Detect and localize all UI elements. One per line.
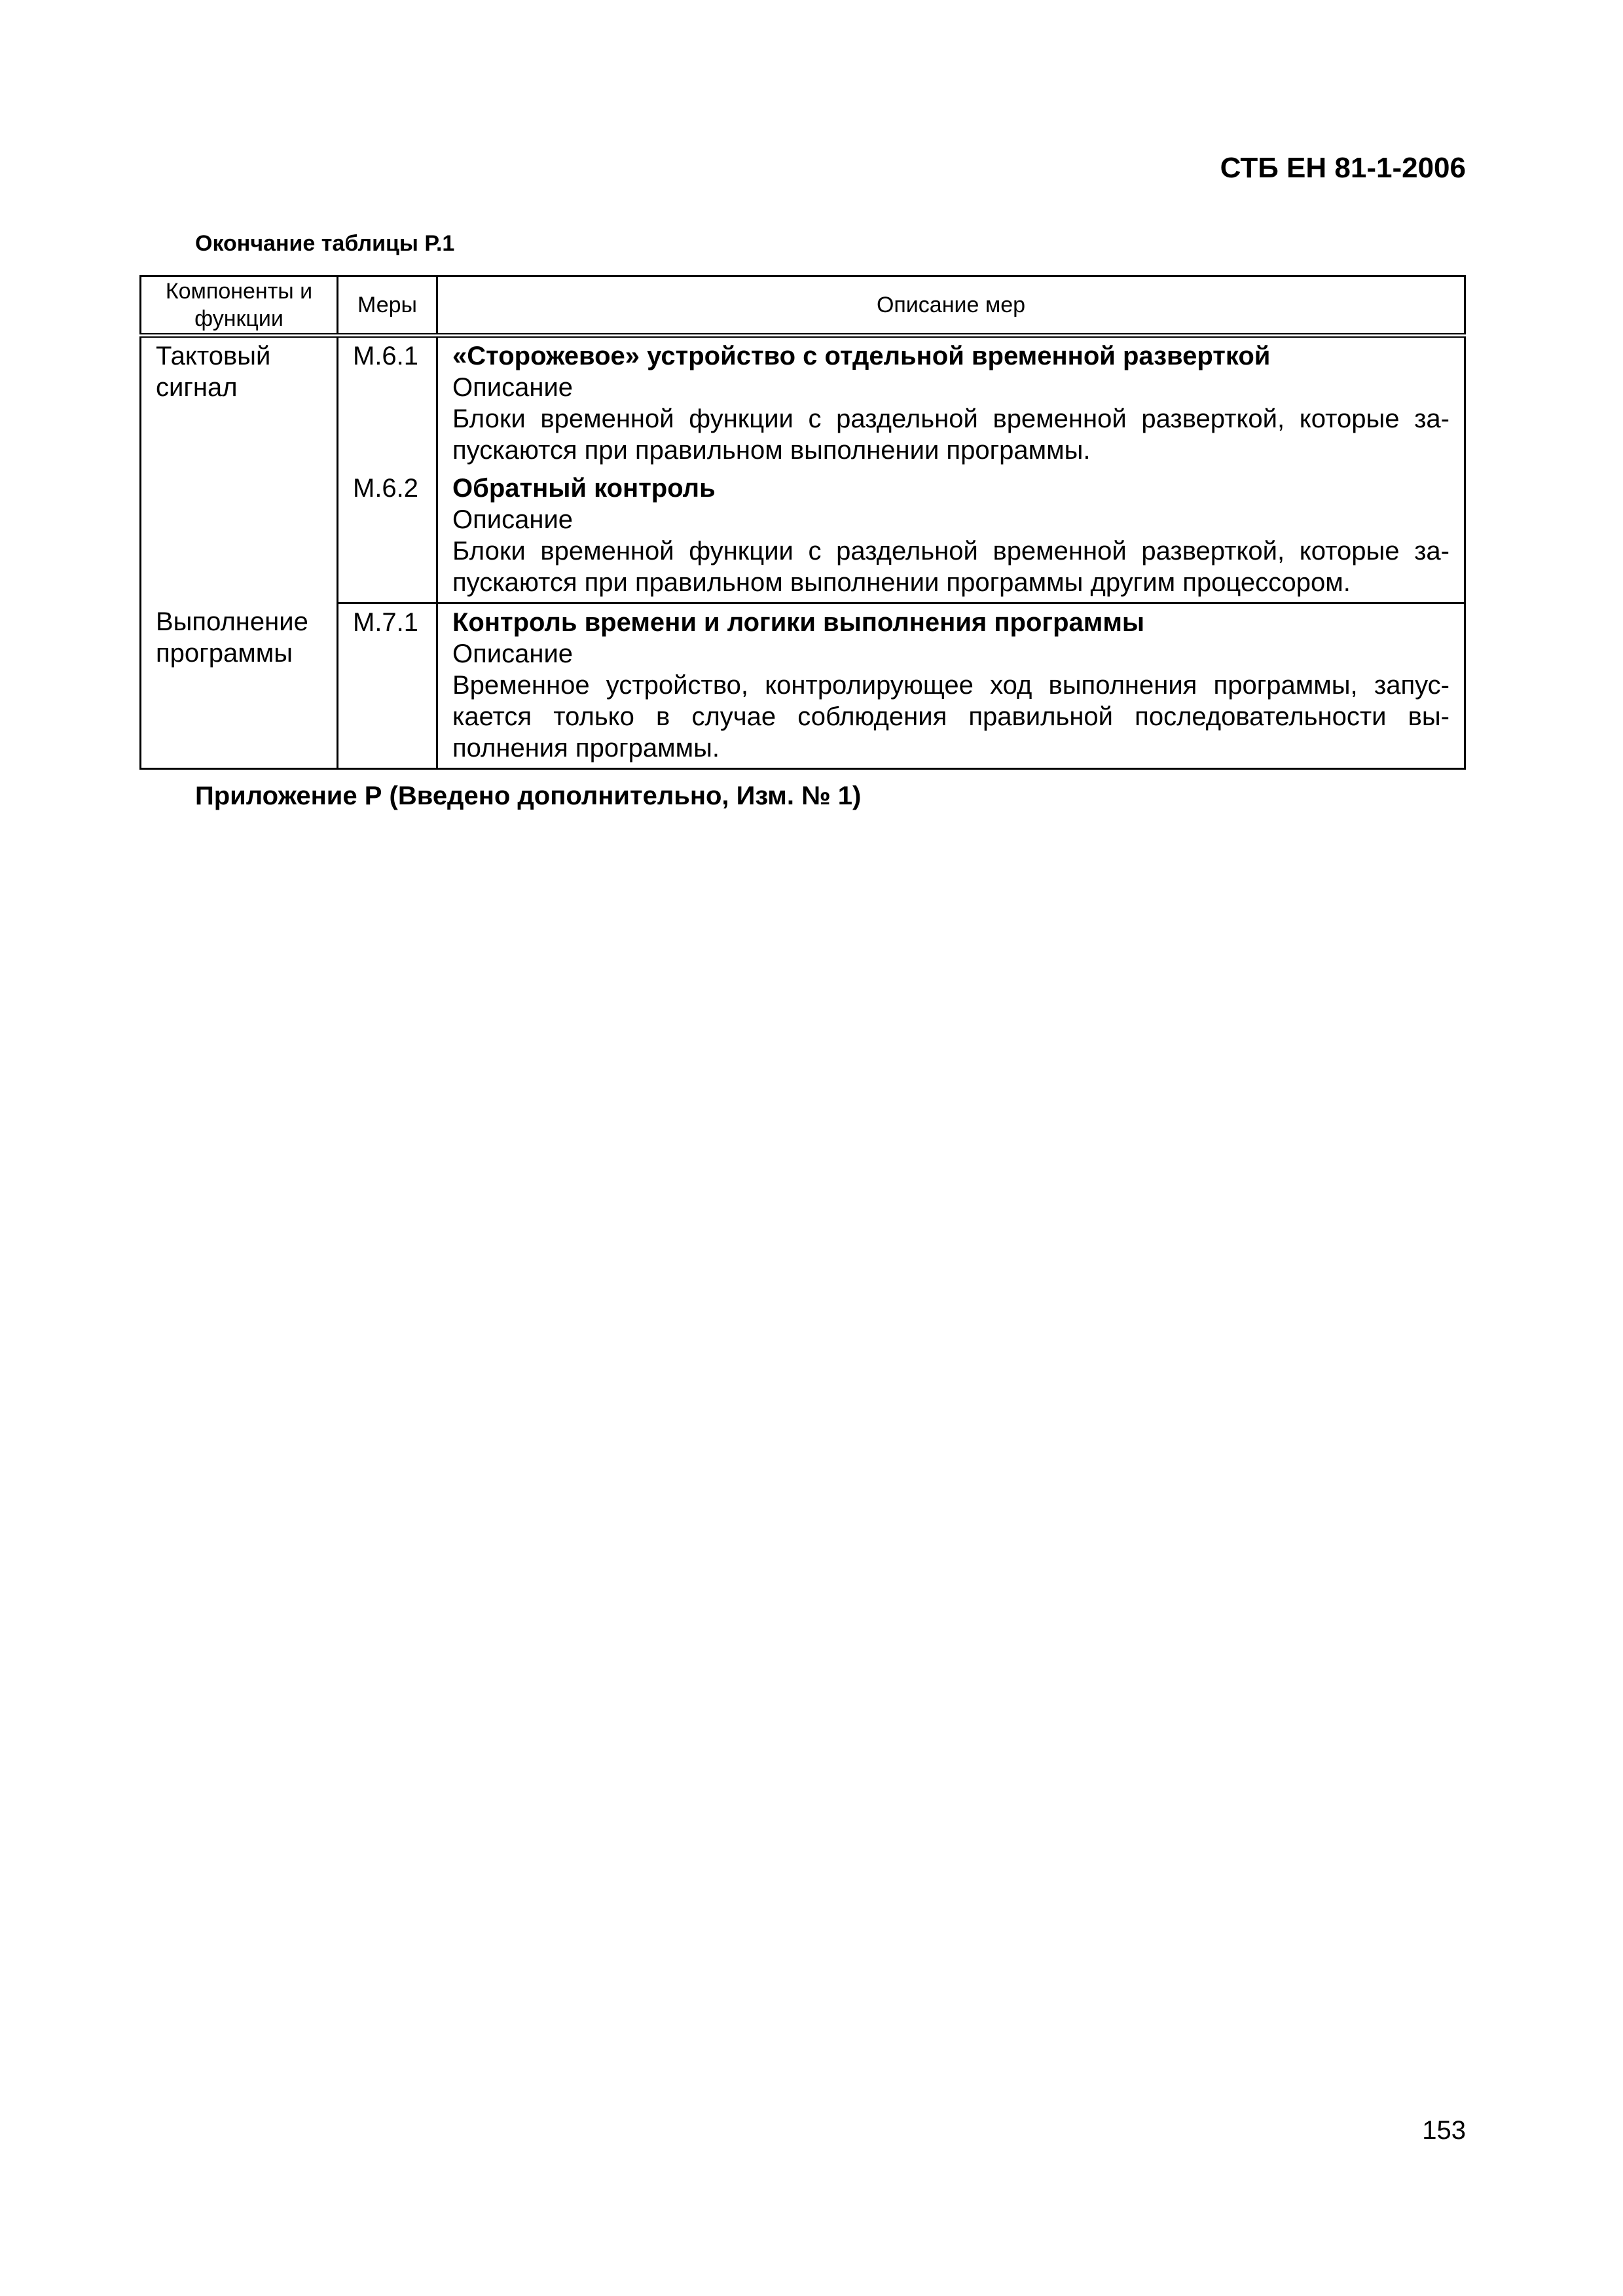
- table-row: [141, 603, 1465, 769]
- measure-text: Блоки временной функции с раздельной временной разверткой, которые запускаются при правильном выполнении программы другим процессором.: [452, 537, 1450, 597]
- measure-text: Блоки временной функции с раздельной временной разверткой, которые запускаются при правильном выполнении программы.: [452, 404, 1450, 465]
- measure-subtitle: Описание: [452, 505, 574, 534]
- measure-description: [437, 603, 1465, 769]
- page-number: 153: [1422, 2116, 1466, 2145]
- component-cell: Тактовый сигнал: [141, 336, 338, 603]
- table-row: [141, 336, 1465, 471]
- table-caption: Окончание таблицы Р.1: [195, 231, 455, 256]
- measure-title: «Сторожевое» устройство с отдельной временной разверткой: [452, 342, 1271, 370]
- measure-description: [437, 336, 1465, 471]
- table-header-row: [141, 276, 1465, 336]
- table-row: [141, 470, 1465, 603]
- measure-title: Контроль времени и логики выполнения программы: [452, 608, 1145, 637]
- document-code: СТБ ЕН 81-1-2006: [1220, 152, 1466, 184]
- measure-code: М.6.1: [338, 336, 437, 471]
- measures-table: [139, 275, 1466, 770]
- component-cell: Выполнение программы: [141, 603, 338, 769]
- measure-title: Обратный контроль: [452, 474, 716, 503]
- column-header-description: Описание мер: [437, 276, 1465, 336]
- column-header-measures: Меры: [338, 276, 437, 336]
- measure-code: М.6.2: [338, 470, 437, 603]
- measure-subtitle: Описание: [452, 639, 574, 668]
- measure-code: М.7.1: [338, 603, 437, 769]
- measure-description: [437, 470, 1465, 603]
- column-header-components: Компоненты и функции: [141, 276, 338, 336]
- measure-text: Временное устройство, контролирующее ход выполнения программы, запускается только в случае соблюдения правильной последовательности выполнения программы.: [452, 671, 1450, 762]
- measure-subtitle: Описание: [452, 373, 574, 402]
- annex-note: Приложение Р (Введено дополнительно, Изм. № 1): [195, 781, 862, 810]
